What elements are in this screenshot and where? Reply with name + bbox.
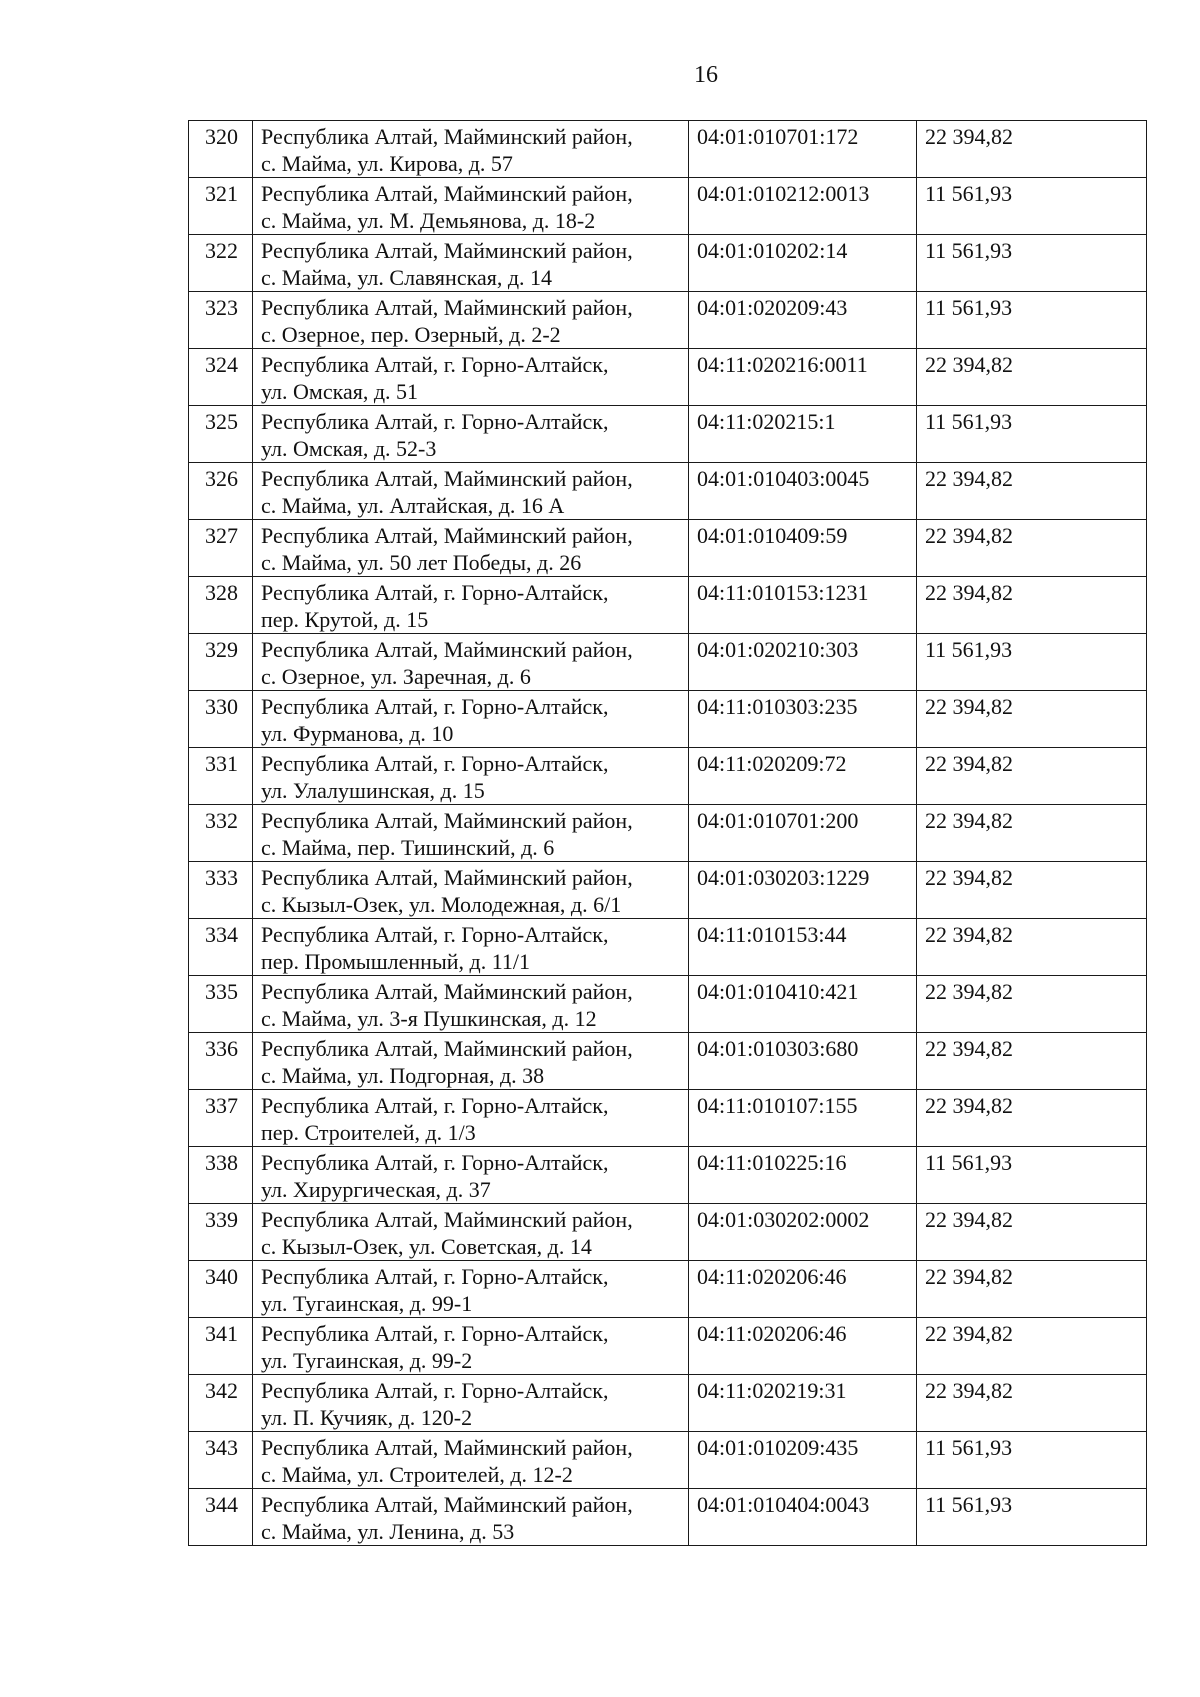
table-row	[189, 235, 1147, 292]
address-cell	[253, 292, 689, 349]
row-number: 343	[189, 1432, 253, 1489]
table-row	[189, 1432, 1147, 1489]
address-line-1: Республика Алтай, Майминский район,	[261, 1492, 633, 1517]
address-cell	[253, 406, 689, 463]
address-cell	[253, 1318, 689, 1375]
address-cell	[253, 1147, 689, 1204]
address-line-2: ул. Тугаинская, д. 99-2	[261, 1348, 473, 1373]
property-table	[188, 120, 1147, 1546]
address-cell	[253, 691, 689, 748]
address-cell	[253, 862, 689, 919]
amount: 22 394,82	[917, 1033, 1147, 1090]
address-line-2: с. Кызыл-Озек, ул. Советская, д. 14	[261, 1234, 592, 1259]
table-row	[189, 1375, 1147, 1432]
address-line-1: Республика Алтай, г. Горно-Алтайск,	[261, 1321, 609, 1346]
address-line-2: с. Майма, ул. 3-я Пушкинская, д. 12	[261, 1006, 597, 1031]
amount: 11 561,93	[917, 1432, 1147, 1489]
address-cell	[253, 976, 689, 1033]
address-cell	[253, 577, 689, 634]
address-line-1: Республика Алтай, Майминский район,	[261, 979, 633, 1004]
address-cell	[253, 1090, 689, 1147]
table-row	[189, 862, 1147, 919]
address-line-2: ул. Хирургическая, д. 37	[261, 1177, 491, 1202]
amount: 22 394,82	[917, 463, 1147, 520]
address-cell	[253, 178, 689, 235]
table-row	[189, 1489, 1147, 1546]
cadastral-number: 04:11:020215:1	[689, 406, 917, 463]
table-row	[189, 577, 1147, 634]
address-cell	[253, 805, 689, 862]
address-line-2: с. Майма, ул. Ленина, д. 53	[261, 1519, 515, 1544]
address-line-1: Республика Алтай, Майминский район,	[261, 295, 633, 320]
row-number: 332	[189, 805, 253, 862]
amount: 22 394,82	[917, 862, 1147, 919]
address-line-1: Республика Алтай, г. Горно-Алтайск,	[261, 1264, 609, 1289]
address-line-1: Республика Алтай, Майминский район,	[261, 238, 633, 263]
amount: 22 394,82	[917, 805, 1147, 862]
address-line-2: с. Майма, ул. Подгорная, д. 38	[261, 1063, 545, 1088]
row-number: 329	[189, 634, 253, 691]
amount: 22 394,82	[917, 349, 1147, 406]
row-number: 339	[189, 1204, 253, 1261]
address-cell	[253, 919, 689, 976]
row-number: 340	[189, 1261, 253, 1318]
address-line-1: Республика Алтай, г. Горно-Алтайск,	[261, 352, 609, 377]
address-line-2: пер. Крутой, д. 15	[261, 607, 429, 632]
address-line-1: Республика Алтай, Майминский район,	[261, 865, 633, 890]
cadastral-number: 04:11:020209:72	[689, 748, 917, 805]
address-cell	[253, 634, 689, 691]
row-number: 321	[189, 178, 253, 235]
table-row	[189, 463, 1147, 520]
row-number: 342	[189, 1375, 253, 1432]
table-row	[189, 1318, 1147, 1375]
amount: 22 394,82	[917, 691, 1147, 748]
address-line-1: Республика Алтай, г. Горно-Алтайск,	[261, 1093, 609, 1118]
address-cell	[253, 1375, 689, 1432]
cadastral-number: 04:01:010701:172	[689, 121, 917, 178]
address-cell	[253, 1489, 689, 1546]
page-number: 16	[694, 62, 718, 88]
table-row	[189, 1147, 1147, 1204]
address-cell	[253, 1033, 689, 1090]
address-line-1: Республика Алтай, Майминский район,	[261, 181, 633, 206]
row-number: 341	[189, 1318, 253, 1375]
address-line-1: Республика Алтай, Майминский район,	[261, 124, 633, 149]
address-line-2: пер. Промышленный, д. 11/1	[261, 949, 530, 974]
table-row	[189, 805, 1147, 862]
address-cell	[253, 1204, 689, 1261]
amount: 22 394,82	[917, 1204, 1147, 1261]
amount: 22 394,82	[917, 748, 1147, 805]
address-line-2: с. Майма, ул. Строителей, д. 12-2	[261, 1462, 573, 1487]
row-number: 326	[189, 463, 253, 520]
address-cell	[253, 1261, 689, 1318]
table-row	[189, 292, 1147, 349]
address-line-2: ул. Улалушинская, д. 15	[261, 778, 485, 803]
address-cell	[253, 520, 689, 577]
address-line-1: Республика Алтай, Майминский район,	[261, 466, 633, 491]
address-line-1: Республика Алтай, г. Горно-Алтайск,	[261, 1150, 609, 1175]
table-row	[189, 748, 1147, 805]
amount: 11 561,93	[917, 1489, 1147, 1546]
address-line-2: с. Майма, ул. Кирова, д. 57	[261, 151, 513, 176]
amount: 22 394,82	[917, 121, 1147, 178]
row-number: 324	[189, 349, 253, 406]
row-number: 344	[189, 1489, 253, 1546]
address-line-1: Республика Алтай, г. Горно-Алтайск,	[261, 751, 609, 776]
cadastral-number: 04:01:030202:0002	[689, 1204, 917, 1261]
cadastral-number: 04:11:010225:16	[689, 1147, 917, 1204]
address-line-1: Республика Алтай, г. Горно-Алтайск,	[261, 580, 609, 605]
table-row	[189, 1261, 1147, 1318]
cadastral-number: 04:01:010701:200	[689, 805, 917, 862]
address-line-1: Республика Алтай, г. Горно-Алтайск,	[261, 409, 609, 434]
cadastral-number: 04:01:010202:14	[689, 235, 917, 292]
amount: 22 394,82	[917, 919, 1147, 976]
address-cell	[253, 1432, 689, 1489]
row-number: 334	[189, 919, 253, 976]
address-line-1: Республика Алтай, Майминский район,	[261, 523, 633, 548]
row-number: 323	[189, 292, 253, 349]
address-line-2: ул. Тугаинская, д. 99-1	[261, 1291, 473, 1316]
amount: 22 394,82	[917, 577, 1147, 634]
table-row	[189, 520, 1147, 577]
amount: 11 561,93	[917, 235, 1147, 292]
address-line-2: ул. Омская, д. 52-3	[261, 436, 437, 461]
table-row	[189, 178, 1147, 235]
cadastral-number: 04:11:020219:31	[689, 1375, 917, 1432]
address-line-2: с. Майма, ул. Алтайская, д. 16 А	[261, 493, 565, 518]
address-cell	[253, 235, 689, 292]
amount: 11 561,93	[917, 634, 1147, 691]
row-number: 333	[189, 862, 253, 919]
table-row	[189, 1033, 1147, 1090]
table-row	[189, 919, 1147, 976]
row-number: 337	[189, 1090, 253, 1147]
address-line-1: Республика Алтай, Майминский район,	[261, 1036, 633, 1061]
amount: 11 561,93	[917, 1147, 1147, 1204]
address-line-1: Республика Алтай, г. Горно-Алтайск,	[261, 694, 609, 719]
address-line-2: с. Кызыл-Озек, ул. Молодежная, д. 6/1	[261, 892, 622, 917]
row-number: 335	[189, 976, 253, 1033]
cadastral-number: 04:11:020206:46	[689, 1318, 917, 1375]
address-line-2: ул. Фурманова, д. 10	[261, 721, 454, 746]
address-line-2: ул. Омская, д. 51	[261, 379, 419, 404]
amount: 22 394,82	[917, 976, 1147, 1033]
table-row	[189, 634, 1147, 691]
table-row	[189, 976, 1147, 1033]
table-row	[189, 406, 1147, 463]
amount: 11 561,93	[917, 406, 1147, 463]
table-row	[189, 349, 1147, 406]
amount: 22 394,82	[917, 1261, 1147, 1318]
cadastral-number: 04:01:010409:59	[689, 520, 917, 577]
address-line-1: Республика Алтай, г. Горно-Алтайск,	[261, 922, 609, 947]
amount: 22 394,82	[917, 1090, 1147, 1147]
row-number: 328	[189, 577, 253, 634]
row-number: 331	[189, 748, 253, 805]
amount: 22 394,82	[917, 1375, 1147, 1432]
address-line-2: с. Майма, ул. 50 лет Победы, д. 26	[261, 550, 582, 575]
amount: 22 394,82	[917, 1318, 1147, 1375]
cadastral-number: 04:11:020206:46	[689, 1261, 917, 1318]
address-line-2: пер. Строителей, д. 1/3	[261, 1120, 476, 1145]
address-line-1: Республика Алтай, Майминский район,	[261, 637, 633, 662]
address-line-1: Республика Алтай, Майминский район,	[261, 1435, 633, 1460]
cadastral-number: 04:11:010153:1231	[689, 577, 917, 634]
cadastral-number: 04:11:010153:44	[689, 919, 917, 976]
table-row	[189, 1204, 1147, 1261]
table-row	[189, 1090, 1147, 1147]
cadastral-number: 04:11:010303:235	[689, 691, 917, 748]
amount: 11 561,93	[917, 292, 1147, 349]
address-line-2: с. Озерное, пер. Озерный, д. 2-2	[261, 322, 561, 347]
row-number: 330	[189, 691, 253, 748]
cadastral-number: 04:01:020209:43	[689, 292, 917, 349]
cadastral-number: 04:01:020210:303	[689, 634, 917, 691]
address-cell	[253, 349, 689, 406]
address-line-2: с. Майма, ул. М. Демьянова, д. 18-2	[261, 208, 596, 233]
address-cell	[253, 748, 689, 805]
cadastral-number: 04:01:010404:0043	[689, 1489, 917, 1546]
address-cell	[253, 463, 689, 520]
cadastral-number: 04:01:030203:1229	[689, 862, 917, 919]
row-number: 338	[189, 1147, 253, 1204]
cadastral-number: 04:01:010303:680	[689, 1033, 917, 1090]
address-line-2: с. Майма, ул. Славянская, д. 14	[261, 265, 553, 290]
table-body	[189, 121, 1147, 1546]
address-cell	[253, 121, 689, 178]
cadastral-number: 04:11:020216:0011	[689, 349, 917, 406]
address-line-1: Республика Алтай, Майминский район,	[261, 1207, 633, 1232]
address-line-1: Республика Алтай, Майминский район,	[261, 808, 633, 833]
cadastral-number: 04:01:010209:435	[689, 1432, 917, 1489]
amount: 11 561,93	[917, 178, 1147, 235]
row-number: 327	[189, 520, 253, 577]
amount: 22 394,82	[917, 520, 1147, 577]
address-line-1: Республика Алтай, г. Горно-Алтайск,	[261, 1378, 609, 1403]
cadastral-number: 04:01:010403:0045	[689, 463, 917, 520]
row-number: 325	[189, 406, 253, 463]
address-line-2: ул. П. Кучияк, д. 120-2	[261, 1405, 473, 1430]
cadastral-number: 04:01:010410:421	[689, 976, 917, 1033]
address-line-2: с. Озерное, ул. Заречная, д. 6	[261, 664, 531, 689]
address-line-2: с. Майма, пер. Тишинский, д. 6	[261, 835, 555, 860]
row-number: 336	[189, 1033, 253, 1090]
table-row	[189, 121, 1147, 178]
table-row	[189, 691, 1147, 748]
row-number: 322	[189, 235, 253, 292]
cadastral-number: 04:11:010107:155	[689, 1090, 917, 1147]
row-number: 320	[189, 121, 253, 178]
cadastral-number: 04:01:010212:0013	[689, 178, 917, 235]
